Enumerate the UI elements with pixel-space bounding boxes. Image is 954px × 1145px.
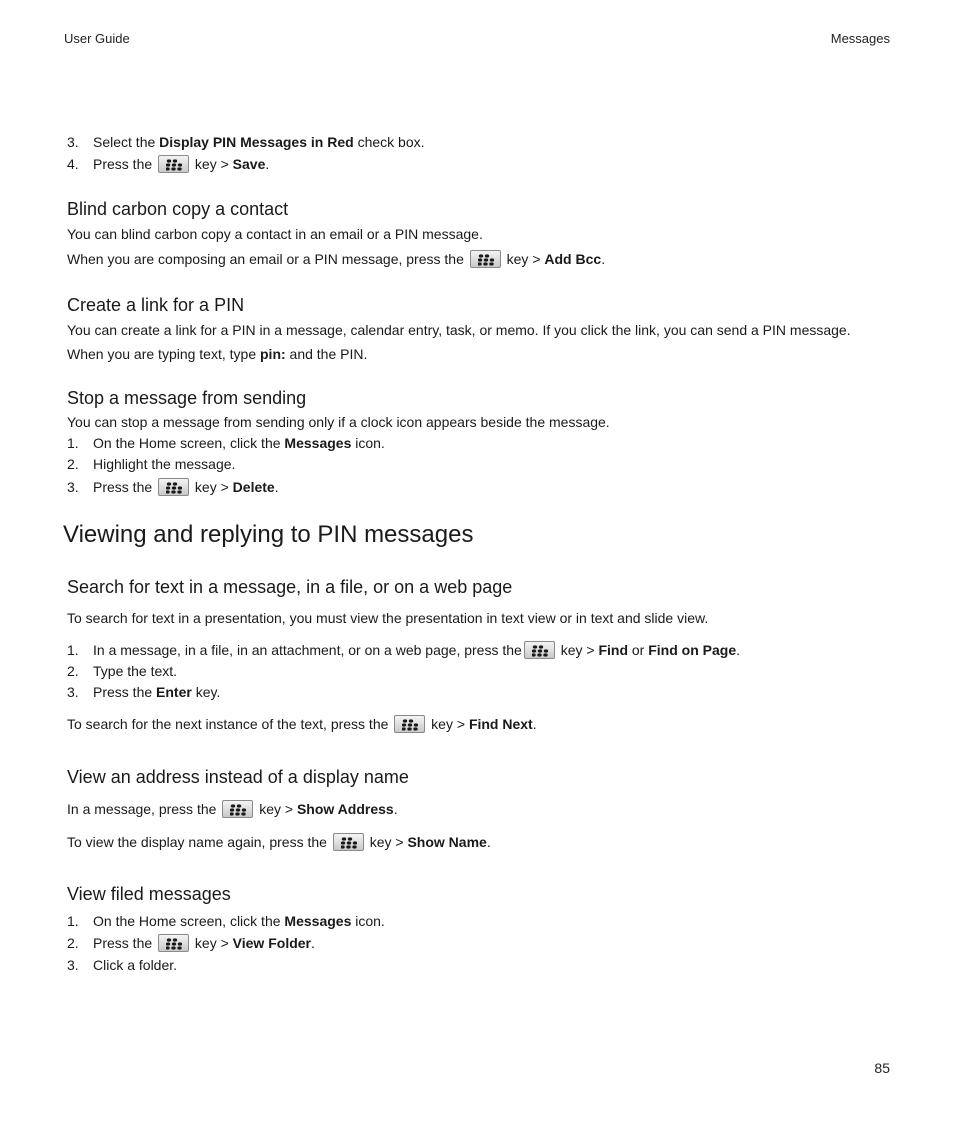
blackberry-menu-key-icon [394,715,425,733]
blackberry-menu-key-icon [333,833,364,851]
section-heading: Blind carbon copy a contact [67,199,289,219]
list-item: 1. On the Home screen, click the Messages icon. [67,913,385,929]
blackberry-menu-key-icon [158,934,189,952]
section-heading: View filed messages [67,884,231,904]
list-item: 1. In a message, in a file, in an attachment, or on a web page, press the key > Find or Find on Page. [67,642,741,658]
paragraph: You can create a link for a PIN in a message, calendar entry, task, or memo. If you click the link, you can send a PIN message. [67,322,851,338]
chapter-heading: Viewing and replying to PIN messages [63,521,474,548]
running-header-section: Messages [830,31,890,46]
paragraph: When you are typing text, type pin: and the PIN. [67,346,368,362]
paragraph: You can blind carbon copy a contact in an email or a PIN message. [67,226,483,242]
section-heading: Stop a message from sending [67,388,307,408]
paragraph: In a message, press the key > Show Address. [67,801,398,817]
list-item: 3. Select the Display PIN Messages in Red check box. [67,134,425,150]
blackberry-menu-key-icon [470,250,501,268]
blackberry-menu-key-icon [158,478,189,496]
section-heading: Search for text in a message, in a file, or on a web page [67,577,513,597]
blackberry-menu-key-icon [158,155,189,173]
paragraph: To search for the next instance of the text, press the key > Find Next. [67,716,537,732]
list-item: 2. Highlight the message. [67,456,236,472]
list-item: 2. Type the text. [67,663,178,679]
section-heading: Create a link for a PIN [67,295,245,315]
list-item: 2. Press the key > View Folder. [67,935,315,951]
list-item: 3. Press the Enter key. [67,684,221,700]
section-heading: View an address instead of a display name [67,767,409,787]
running-header-title: User Guide [64,31,130,46]
list-item: 3. Press the key > Delete. [67,479,279,495]
list-item: 1. On the Home screen, click the Messages icon. [67,435,385,451]
list-item: 4. Press the key > Save. [67,156,270,172]
blackberry-menu-key-icon [222,800,253,818]
page-number: 85 [874,1060,890,1076]
paragraph: To view the display name again, press the key > Show Name. [67,834,491,850]
list-item: 3. Click a folder. [67,957,178,973]
blackberry-menu-key-icon [524,641,555,659]
paragraph: When you are composing an email or a PIN message, press the key > Add Bcc. [67,251,606,267]
paragraph: To search for text in a presentation, you must view the presentation in text view or in text and slide view. [67,610,709,626]
paragraph: You can stop a message from sending only if a clock icon appears beside the message. [67,414,610,430]
